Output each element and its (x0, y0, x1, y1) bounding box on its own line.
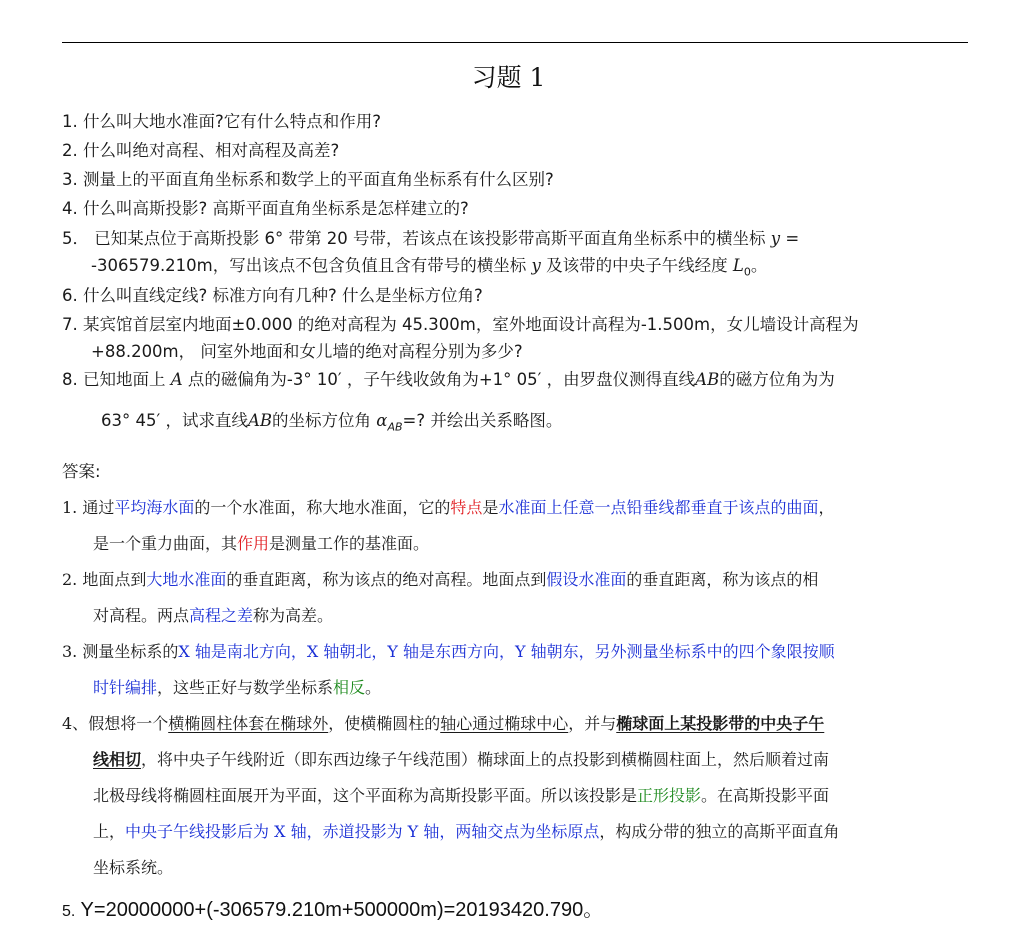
answer-1: 1. 通过平均海水面的一个水准面，称大地水准面，它的特点是水准面上任意一点铅垂线都垂直于该点的曲面， 是一个重力曲面，其作用是测量工作的基准面。 (62, 498, 835, 553)
header-rule (62, 42, 968, 43)
question-2: 2. 什么叫绝对高程、相对高程及高差? (62, 141, 340, 160)
question-5: 5． 已知某点位于高斯投影 6° 带第 20 号带，若该点在该投影带高斯平面直角坐标系中的横坐标 y = -306579.210m，写出该点不包含负值且含有带号的横坐标 y 及该带的中央子午线经度 $L_0$。 (62, 229, 800, 279)
question-3: 3. 测量上的平面直角坐标系和数学上的平面直角坐标系有什么区别? (62, 170, 554, 189)
question-7: 7. 某宾馆首层室内地面±0.000 的绝对高程为 45.300m，室外地面设计高程为-1.500m，女儿墙设计高程为 +88.200m， 问室外地面和女儿墙的绝对高程分别为多少? (62, 315, 859, 361)
question-4: 4. 什么叫高斯投影? 高斯平面直角坐标系是怎样建立的? (62, 199, 469, 218)
question-8: 8. 已知地面上 A 点的磁偏角为-3° 10′ ，子午线收敛角为+1° 05′ ，由罗盘仪测得直线AB的磁方位角为为 63° 45′ ，试求直线AB的坐标方位角 $\alpha_{AB}=$? 并绘出关系略图。 (62, 370, 835, 434)
question-1: 1. 什么叫大地水准面?它有什么特点和作用? (62, 112, 382, 131)
answers-label: 答案: (62, 462, 101, 481)
question-6: 6. 什么叫直线定线? 标准方向有几种? 什么是坐标方位角? (62, 286, 483, 305)
page-title: 习题 1 (471, 63, 546, 92)
answer-4: 4、假想将一个横椭圆柱体套在椭球外，使横椭圆柱的轴心通过椭球中心，并与椭球面上某投影带的中央子午 线相切，将中央子午线附近（即东西边缘子午线范围）椭球面上的点投影到横椭圆柱面上，然后顺着过南 北极母线将椭圆柱面展开为平面，这个平面称为高斯投影平面。所以该投影是正形投影。在高斯投影平面 上，中央子午线投影后为 X 轴，赤道投影为 Y 轴，两轴交点为坐标原点，构成分带的独立的高斯平面直角 坐标系统。 (62, 714, 840, 877)
answer-2: 2. 地面点到大地水准面的垂直距离，称为该点的绝对高程。地面点到假设水准面的垂直距离，称为该点的相 对高程。两点高程之差称为高差。 (62, 570, 819, 625)
answer-3: 3. 测量坐标系的X 轴是南北方向，X 轴朝北，Y 轴是东西方向，Y 轴朝东，另外测量坐标系中的四个象限按顺 时针编排，这些正好与数学坐标系相反。 (62, 642, 835, 697)
answer-5: 5. Y=20000000+(-306579.210m+500000m)=20193420.790。 (62, 899, 604, 921)
